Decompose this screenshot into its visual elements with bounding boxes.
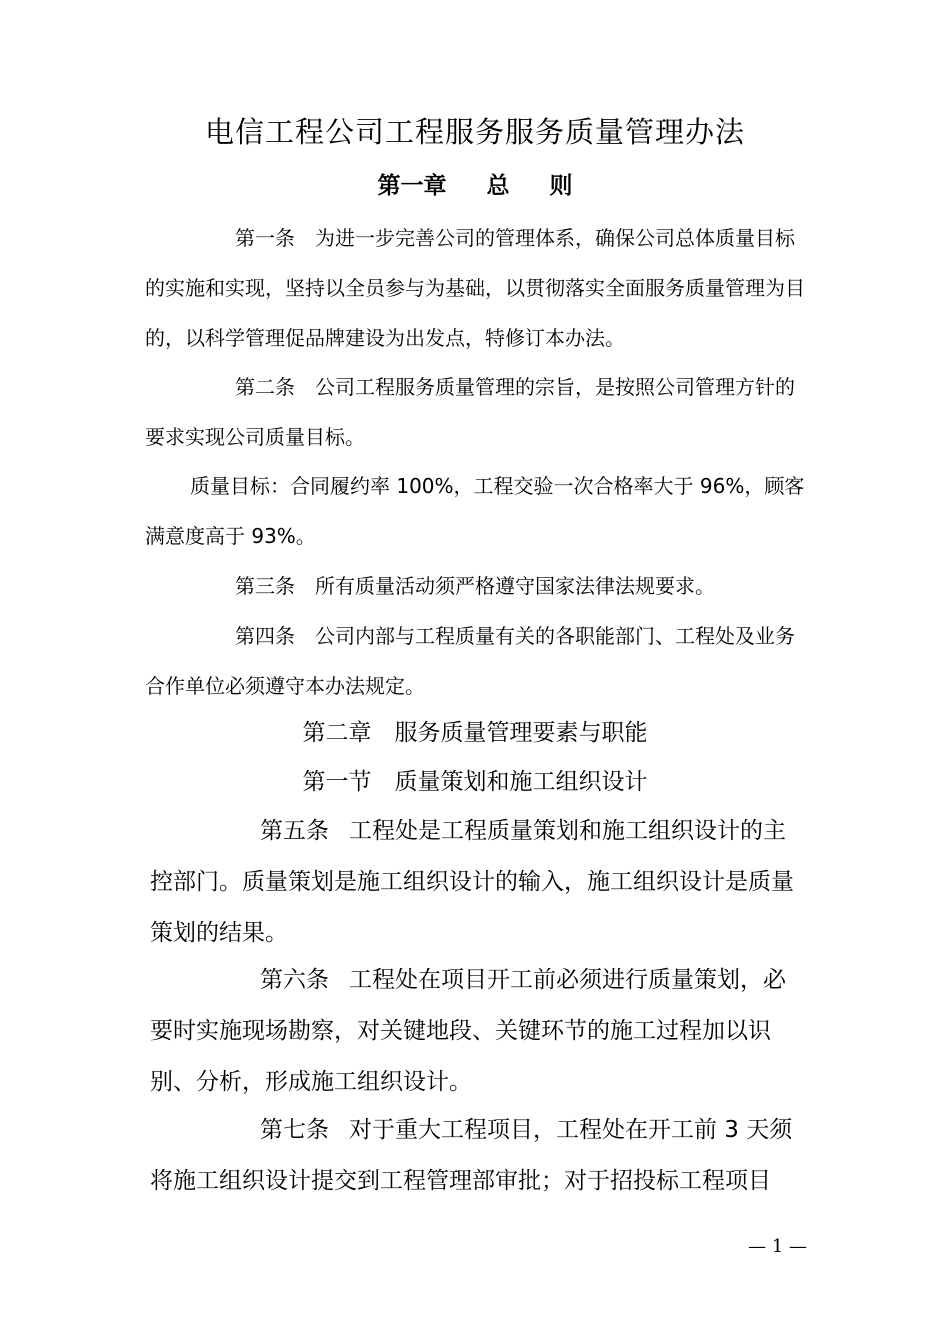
chapter-1-word-1: 总 <box>486 173 510 199</box>
article-4-text: 公司内部与工程质量有关的各职能部门、工程处及业务合作单位必须遵守本办法规定。 <box>145 624 795 698</box>
quality-goals-text: 质量目标：合同履约率 100%，工程交验一次合格率大于 96%，顾客满意度高于 93%。 <box>145 474 805 548</box>
article-2-text: 公司工程服务质量管理的宗旨，是按照公司管理方针的要求实现公司质量目标。 <box>145 375 795 449</box>
article-6 <box>150 955 807 1108</box>
article-1 <box>145 213 807 363</box>
article-7-text: 对于重大工程项目，工程处在开工前 3 天须将施工组织设计提交到工程管理部审批；对于招投标工程项目 <box>150 1117 793 1194</box>
quality-goals <box>145 461 807 561</box>
article-5-number: 第五条 <box>260 818 329 844</box>
article-1-text: 为进一步完善公司的管理体系，确保公司总体质量目标的实施和实现，坚持以全员参与为基础，以贯彻落实全面服务质量管理为目的，以科学管理促品牌建设为出发点，特修订本办法。 <box>145 226 805 350</box>
page-number: — 1 — <box>748 1236 807 1257</box>
chapter-1-heading <box>0 167 950 200</box>
article-2 <box>145 362 807 462</box>
article-5 <box>150 806 807 959</box>
article-6-text: 工程处在项目开工前必须进行质量策划，必要时实施现场勘察，对关键地段、关键环节的施工过程加以识别、分析，形成施工组织设计。 <box>150 967 786 1095</box>
article-6-number: 第六条 <box>260 967 329 993</box>
article-4-number: 第四条 <box>235 624 295 648</box>
article-3 <box>145 561 807 611</box>
chapter-2-heading: 第二章 服务质量管理要素与职能 <box>302 720 648 746</box>
article-7-number: 第七条 <box>260 1117 329 1143</box>
article-5-text: 工程处是工程质量策划和施工组织设计的主控部门。质量策划是施工组织设计的输入，施工组织设计是质量策划的结果。 <box>150 818 794 946</box>
document-title: 电信工程公司工程服务服务质量管理办法 <box>204 115 745 149</box>
article-1-number: 第一条 <box>235 226 295 250</box>
article-3-number: 第三条 <box>235 574 295 598</box>
chapter-1-label: 第一章 <box>377 173 447 199</box>
article-4 <box>145 611 807 711</box>
chapter-1-word-2: 则 <box>549 173 573 199</box>
section-1-heading: 第一节 质量策划和施工组织设计 <box>302 769 648 795</box>
article-7 <box>150 1105 807 1207</box>
article-2-number: 第二条 <box>235 375 295 399</box>
article-3-text: 所有质量活动须严格遵守国家法律法规要求。 <box>315 574 715 598</box>
